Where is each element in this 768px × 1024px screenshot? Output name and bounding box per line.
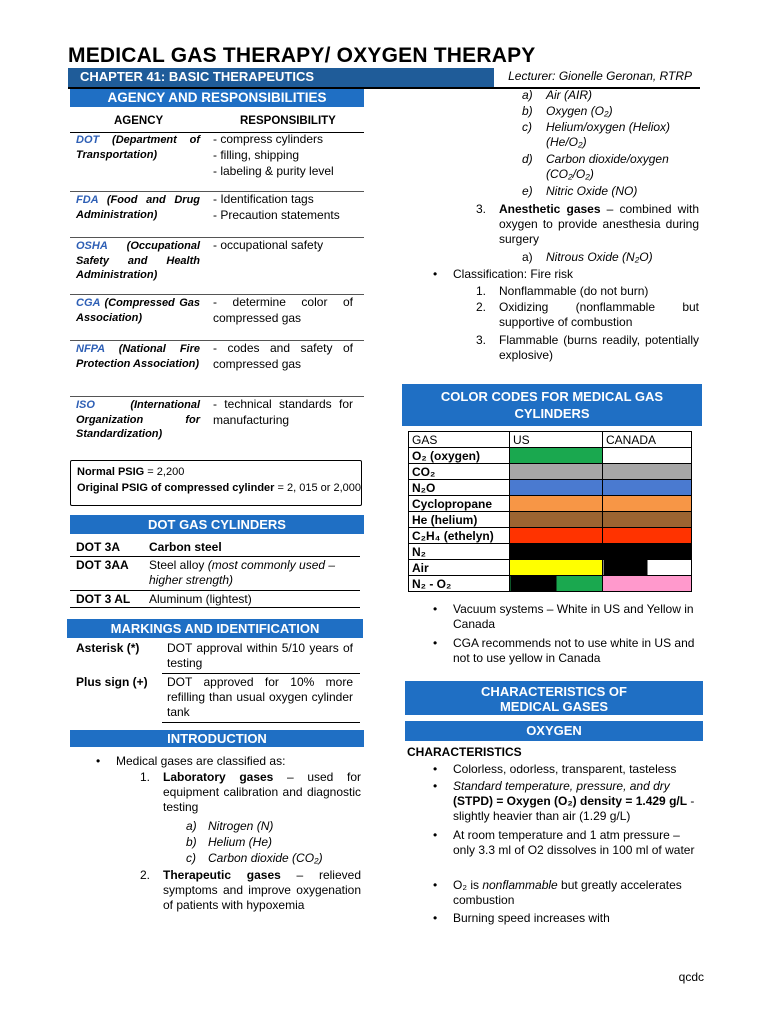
- dot-desc-2-note: (most commonly used – higher strength): [149, 558, 336, 587]
- agency-full-name: (Compressed Gas Association): [76, 297, 200, 324]
- color-row: [409, 528, 692, 544]
- agency-name: [76, 239, 200, 283]
- anesthetic-num: 3.: [476, 202, 487, 216]
- markings-header: MARKINGS AND IDENTIFICATION: [67, 619, 363, 638]
- lecturer-label: Lecturer: Gionelle Geronan, RTRP: [494, 68, 700, 87]
- char-bullet-1-text: Colorless, odorless, transparent, tasteless: [453, 762, 677, 776]
- color-row: [409, 480, 692, 496]
- resp-col-header: RESPONSIBILITY: [240, 115, 336, 127]
- psig-original-value: = 2, 015 or 2,000: [274, 482, 361, 494]
- intro-bullet: [116, 754, 366, 769]
- chapter-label: CHAPTER 41: BASIC THERAPEUTICS: [80, 69, 315, 84]
- us-color-swatch: [510, 448, 603, 464]
- char-bullet-2-rest: - slightly heavier than air (1.29 g/L): [453, 794, 695, 823]
- dot-desc-1: Carbon steel: [149, 540, 222, 554]
- psig-normal-label: Normal PSIG: [77, 466, 145, 478]
- intro-num-2: 2.: [140, 868, 151, 882]
- gas-name: N₂: [409, 544, 510, 560]
- char-bullet-4-ital: nonflammable: [482, 878, 558, 892]
- dot-desc-3: Aluminum (lightest): [149, 592, 252, 606]
- fire-text: Nonflammable (do not burn): [499, 284, 649, 298]
- canada-color-swatch: [603, 528, 692, 544]
- anesthetic-text: – combined with oxygen to provide anesthesia during surgery: [499, 202, 699, 246]
- canada-color-swatch: [603, 464, 692, 480]
- dot-code-1: DOT 3A: [76, 540, 121, 554]
- us-color-swatch: [510, 560, 603, 576]
- char-bullet-4-a: O₂ is: [453, 878, 483, 892]
- agency-row: [70, 342, 364, 396]
- divider: [162, 673, 360, 674]
- agency-row: [70, 239, 364, 294]
- chapter-bar: [68, 68, 700, 89]
- color-row: [409, 576, 692, 592]
- psig-normal-value: = 2,200: [144, 466, 185, 478]
- canada-color-swatch: [603, 560, 692, 576]
- char-bullet-3: [453, 828, 701, 858]
- char-bullet-2-ital: Standard temperature, pressure, and dry: [453, 779, 670, 793]
- classification-text: Classification: Fire risk: [453, 267, 574, 281]
- psig-box: [70, 460, 362, 506]
- anesthetic-sub: Nitrous Oxide (N₂O): [546, 250, 653, 264]
- intro-item-2-text: – relieved symptoms and improve oxygenation of patients with hypoxemia: [163, 868, 361, 912]
- gas-name: N₂O: [409, 480, 510, 496]
- canada-color-swatch: [603, 512, 692, 528]
- sub-letter: b): [186, 835, 197, 849]
- anesthetic-title: Anesthetic gases: [499, 202, 601, 216]
- color-row: [409, 464, 692, 480]
- us-color-swatch: [510, 512, 603, 528]
- sub-letter: c): [186, 851, 196, 865]
- us-color-swatch: [510, 496, 603, 512]
- gas-name: He (helium): [409, 512, 510, 528]
- sub-text: Nitric Oxide (NO): [546, 184, 638, 198]
- gas-name: CO₂: [409, 464, 510, 480]
- sub-letter: a): [186, 819, 197, 833]
- responsibility-line: - determine color of compressed gas: [213, 295, 357, 325]
- footer-initials: qcdc: [678, 970, 704, 984]
- intro-item-2-title: Therapeutic gases: [163, 868, 281, 882]
- intro-item-2: [163, 868, 361, 913]
- characteristics-subtitle: CHARACTERISTICS: [407, 745, 522, 759]
- char-bullet-4: [453, 878, 701, 908]
- intro-item-1-title: Laboratory gases: [163, 770, 274, 784]
- us-color-swatch: [510, 528, 603, 544]
- intro-item-1: [163, 770, 361, 815]
- agency-responsibility: [213, 191, 353, 223]
- gas-name: O₂ (oxygen): [409, 448, 510, 464]
- color-note-1-text: Vacuum systems – White in US and Yellow in Canada: [453, 602, 694, 631]
- agency-row: [70, 398, 364, 456]
- color-row: [409, 560, 692, 576]
- characteristics-header: CHARACTERISTICS OF MEDICAL GASES: [405, 681, 703, 715]
- introduction-header: INTRODUCTION: [70, 730, 364, 747]
- us-color-swatch: [510, 480, 603, 496]
- marking-label-2: Plus sign (+): [76, 675, 148, 689]
- agency-name: [76, 398, 200, 442]
- dot-code-2: DOT 3AA: [76, 558, 129, 572]
- sub-text: Helium (He): [208, 835, 273, 849]
- sub-text: Nitrogen (N): [208, 819, 274, 833]
- color-codes-table: [408, 431, 692, 592]
- dot-cylinders-header: DOT GAS CYLINDERS: [70, 515, 364, 534]
- responsibility-line: - filling, shipping: [213, 148, 300, 162]
- gas-name: N₂ - O₂: [409, 576, 510, 592]
- canada-color-swatch: [603, 448, 692, 464]
- divider: [70, 607, 360, 608]
- char-bullet-1: [453, 762, 701, 777]
- agency-name: [76, 193, 200, 222]
- canada-color-swatch: [603, 496, 692, 512]
- anesthetic-item: [499, 202, 699, 247]
- agency-abbr: DOT: [76, 134, 100, 146]
- agency-name: [76, 133, 200, 162]
- marking-label-1: Asterisk (*): [76, 641, 140, 655]
- fire-text: Oxidizing (nonflammable but supportive of combustion: [499, 300, 699, 329]
- responsibility-line: - Identification tags: [213, 192, 314, 206]
- agency-responsibility: [213, 131, 353, 179]
- marking-desc-2: DOT approved for 10% more refilling than usual oxygen cylinder tank: [167, 675, 353, 719]
- agency-table: [70, 112, 364, 133]
- agency-abbr: NFPA: [76, 343, 105, 355]
- sub-letter: a): [522, 88, 533, 102]
- us-color-swatch: [510, 576, 603, 592]
- classification-bullet: [453, 267, 573, 282]
- col-canada: CANADA: [603, 432, 692, 448]
- oxygen-header: OXYGEN: [405, 721, 703, 741]
- color-note-2: [453, 636, 703, 666]
- intro-num-1: 1.: [140, 770, 151, 784]
- responsibility-line: - compress cylinders: [213, 132, 324, 146]
- dot-desc-2-main: Steel alloy: [149, 558, 208, 572]
- fire-num: 2.: [476, 300, 487, 314]
- sub-letter: b): [522, 104, 533, 118]
- sub-text: Carbon dioxide (CO₂): [208, 851, 323, 865]
- canada-color-swatch: [603, 576, 692, 592]
- col-gas: GAS: [409, 432, 510, 448]
- color-row: [409, 448, 692, 464]
- agency-table-header: [70, 112, 364, 133]
- sub-text: Carbon dioxide/oxygen (CO₂/O₂): [546, 152, 669, 181]
- fire-num: 1.: [476, 284, 487, 298]
- char-bullet-5-text: Burning speed increases with: [453, 911, 610, 925]
- agency-row: [70, 296, 364, 340]
- color-codes-header: COLOR CODES FOR MEDICAL GAS CYLINDERS: [402, 384, 702, 426]
- color-row: [409, 496, 692, 512]
- dot-code-3: DOT 3 AL: [76, 592, 131, 606]
- col-us: US: [510, 432, 603, 448]
- us-color-swatch: [510, 544, 603, 560]
- responsibility-line: - technical standards for manufacturing: [213, 397, 357, 427]
- color-row: [409, 512, 692, 528]
- agency-abbr: ISO: [76, 399, 95, 411]
- fire-num: 3.: [476, 333, 487, 347]
- char-bullet-3-text: At room temperature and 1 atm pressure – only 3.3 ml of O2 dissolves in 100 ml of water: [453, 828, 695, 857]
- sub-letter: d): [522, 152, 533, 166]
- psig-original-label: Original PSIG of compressed cylinder: [77, 482, 275, 494]
- agency-name: [76, 296, 200, 325]
- psig-line-1: [77, 466, 184, 478]
- gas-name: C₂H₄ (ethelyn): [409, 528, 510, 544]
- agency-responsibility: [213, 396, 357, 428]
- agency-abbr: CGA: [76, 297, 101, 309]
- agency-responsibility: [213, 237, 353, 253]
- canada-color-swatch: [603, 544, 692, 560]
- char-bullet-2-bold: (STPD) = Oxygen (O₂) density = 1.429 g/L: [453, 794, 688, 808]
- responsibility-line: - Precaution statements: [213, 208, 340, 222]
- agency-full-name: (Food and Drug Administration): [76, 194, 201, 221]
- color-row: [409, 544, 692, 560]
- agency-name: [76, 342, 200, 371]
- color-note-1: [453, 602, 703, 632]
- divider: [70, 556, 360, 557]
- sub-text: Oxygen (O₂): [546, 104, 613, 118]
- color-rows: [409, 448, 692, 592]
- dot-desc-2: [149, 558, 359, 588]
- responsibility-line: - labeling & purity level: [213, 164, 334, 178]
- psig-line-2: [77, 482, 361, 494]
- color-table-header-row: [409, 432, 692, 448]
- sub-letter: e): [522, 184, 533, 198]
- agency-row: [70, 193, 364, 237]
- char-bullet-2: [453, 779, 701, 824]
- page-title: MEDICAL GAS THERAPY/ OXYGEN THERAPY: [68, 44, 536, 67]
- responsibility-line: - codes and safety of compressed gas: [213, 341, 357, 371]
- char-bullet-4-b: but greatly accelerates combustion: [453, 878, 682, 907]
- agency-full-name: (Department of Transportation): [76, 134, 200, 161]
- agency-responsibility: [213, 340, 357, 372]
- gas-name: Air: [409, 560, 510, 576]
- anesthetic-sub-letter: a): [522, 250, 533, 264]
- gas-name: Cyclopropane: [409, 496, 510, 512]
- color-codes-grid: [408, 431, 692, 592]
- agency-row: [70, 133, 364, 191]
- sub-letter: c): [522, 120, 532, 134]
- sub-text: Helium/oxygen (Heliox) (He/O₂): [546, 120, 671, 149]
- agency-full-name: (National Fire Protection Association): [76, 343, 200, 370]
- agency-col-header: AGENCY: [114, 115, 164, 127]
- agency-abbr: OSHA: [76, 240, 108, 252]
- agency-full-name: (International Organization for Standardization): [76, 399, 200, 440]
- agency-header: AGENCY AND RESPONSIBILITIES: [70, 89, 364, 107]
- us-color-swatch: [510, 464, 603, 480]
- char-bullet-5: [453, 911, 701, 926]
- agency-abbr: FDA: [76, 194, 99, 206]
- intro-bullet-text: Medical gases are classified as:: [116, 754, 286, 768]
- agency-responsibility: [213, 294, 357, 326]
- responsibility-line: - occupational safety: [213, 238, 324, 252]
- divider: [70, 590, 360, 591]
- color-note-2-text: CGA recommends not to use white in US and not to use yellow in Canada: [453, 636, 695, 665]
- fire-text: Flammable (burns readily, potentially explosive): [499, 333, 699, 362]
- agency-full-name: (Occupational Safety and Health Administration): [76, 240, 200, 281]
- canada-color-swatch: [603, 480, 692, 496]
- divider: [162, 722, 360, 723]
- sub-text: Air (AIR): [546, 88, 592, 102]
- marking-desc-1: DOT approval within 5/10 years of testing: [167, 641, 353, 670]
- intro-item-1-text: – used for equipment calibration and diagnostic testing: [163, 770, 361, 814]
